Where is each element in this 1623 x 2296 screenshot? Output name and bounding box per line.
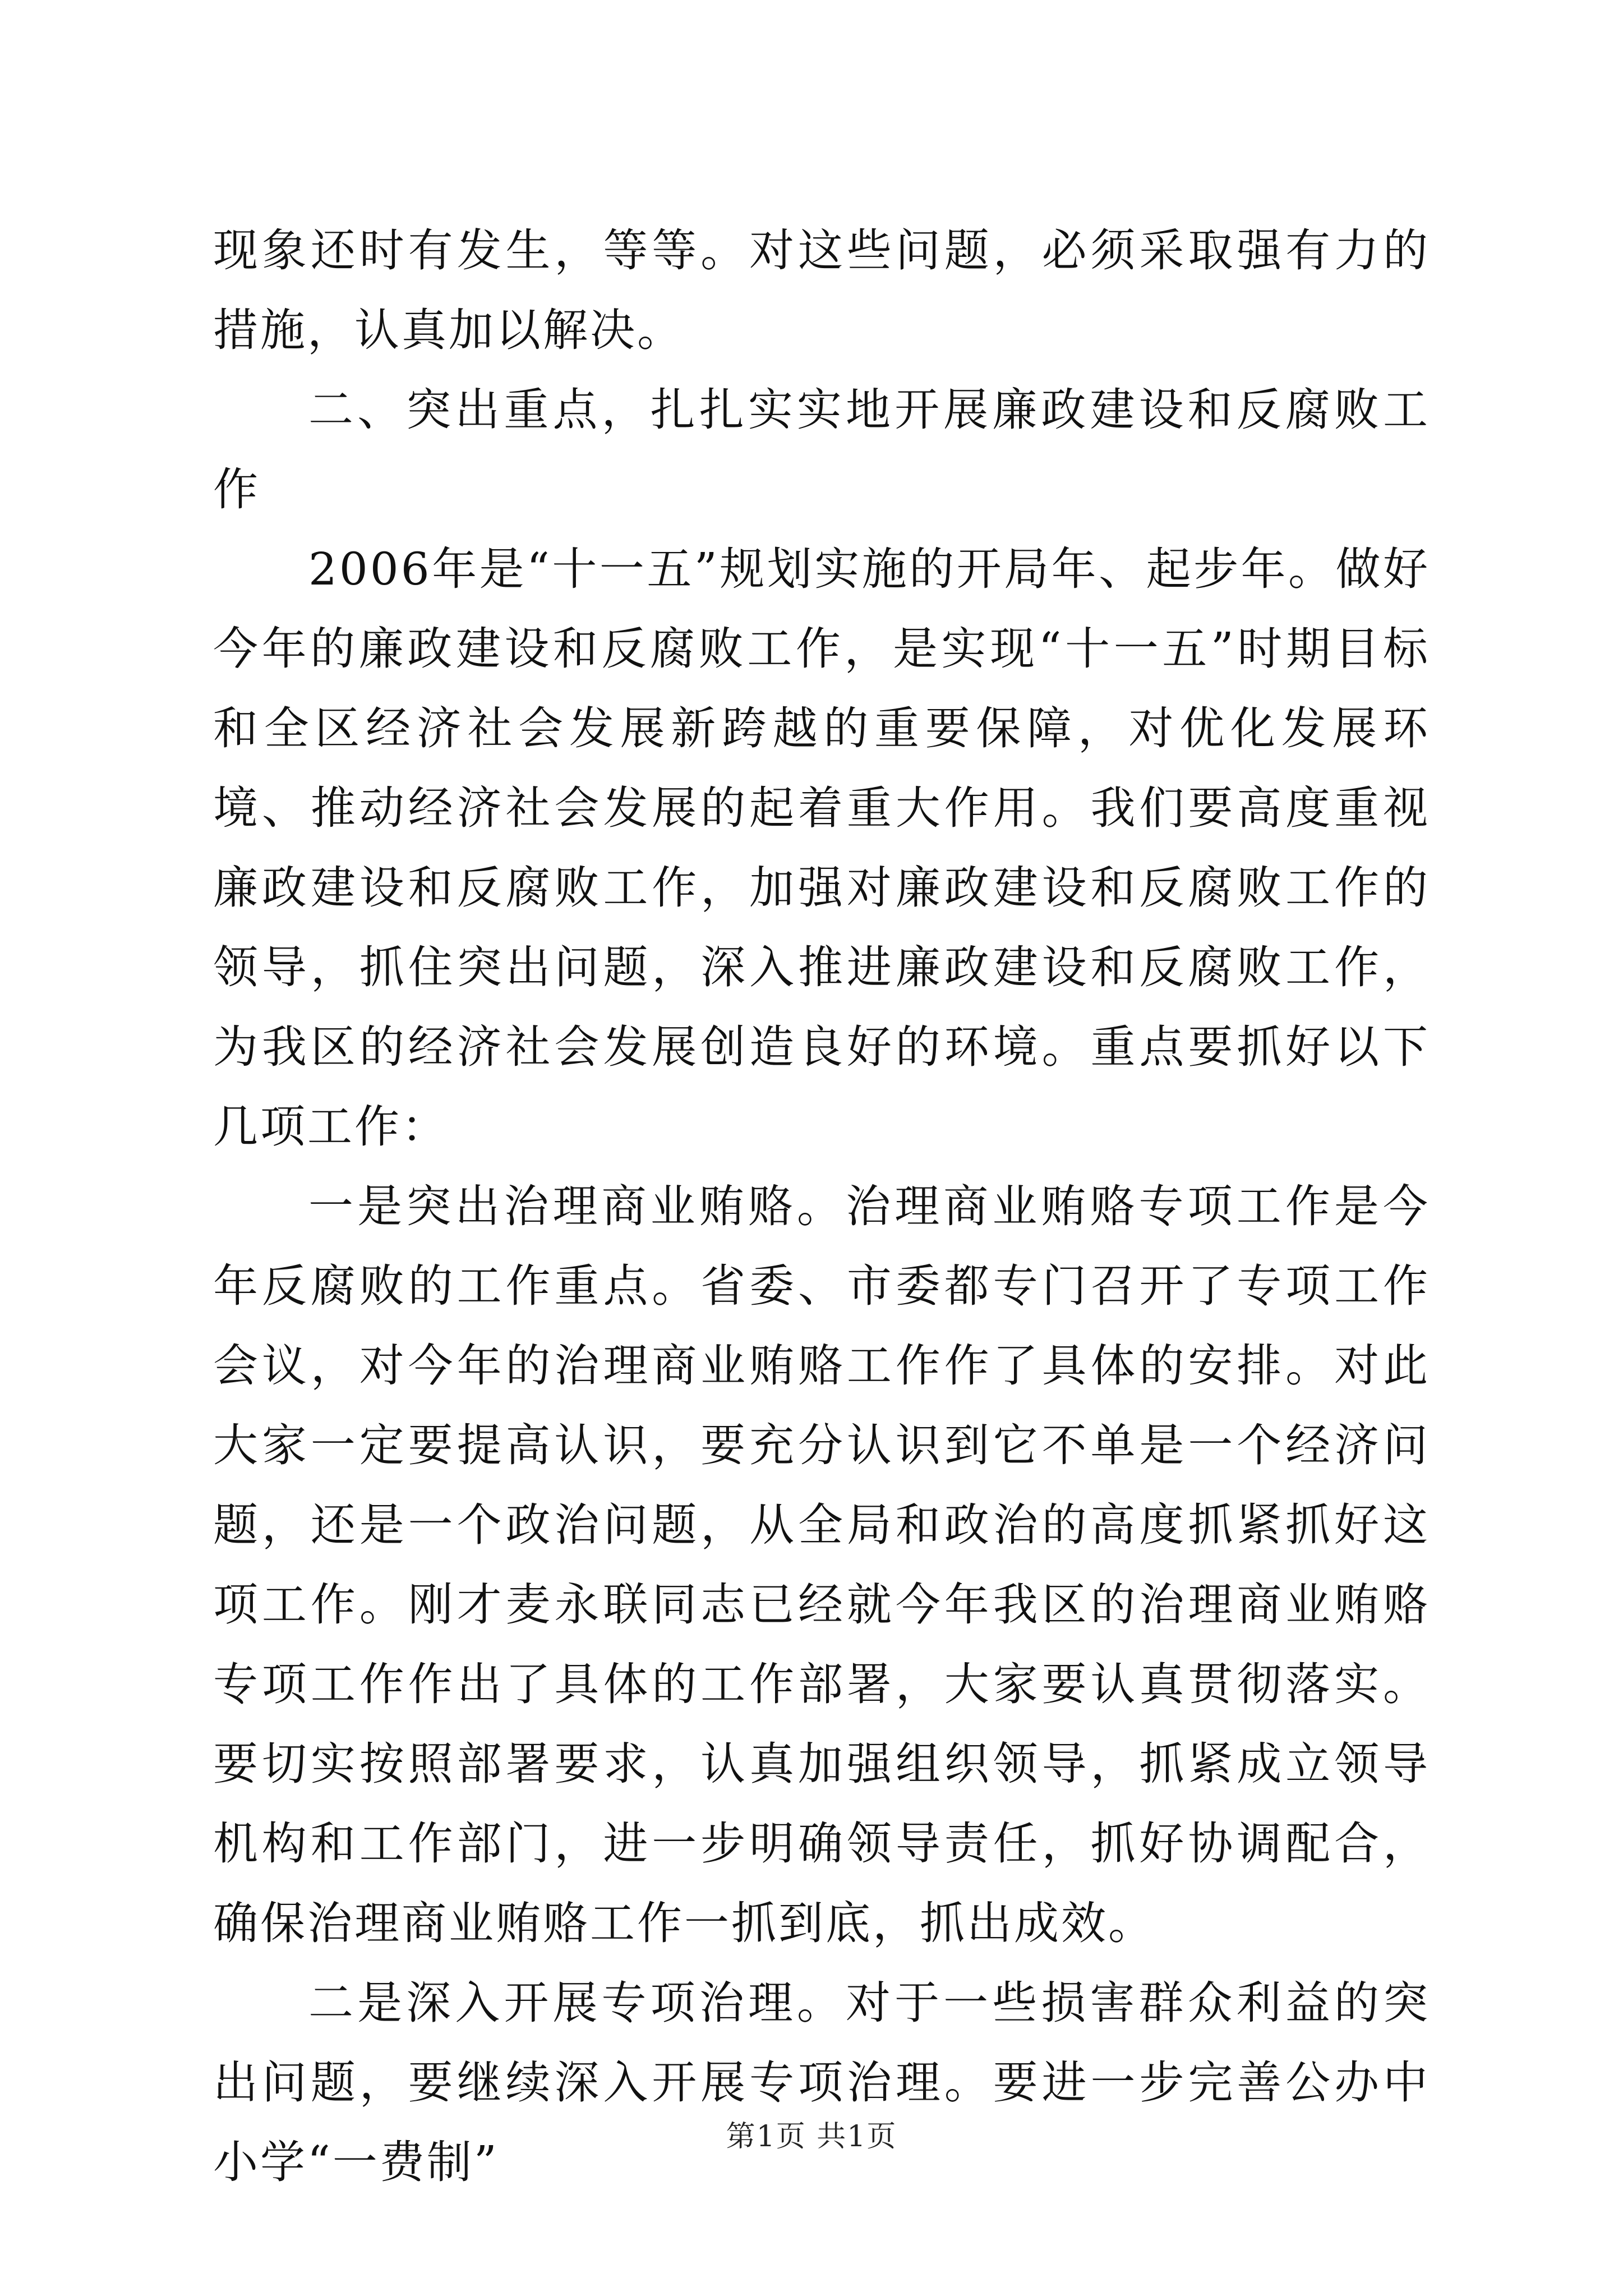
paragraph-item-two: 二是深入开展专项治理。对于一些损害群众利益的突出问题，要继续深入开展专项治理。要进一步完善公办中小学“一费制” [213, 1977, 1430, 2188]
page-footer: 第1页 共1页 [726, 2120, 897, 2154]
paragraph-intro: 2006年是“十一五”规划实施的开局年、起步年。做好今年的廉政建设和反腐败工作，是实现“十一五”时期目标和全区经济社会发展新跨越的重要保障，对优化发展环境、推动经济社会发展的起着重大作用。我们要高度重视廉政建设和反腐败工作，加强对廉政建设和反腐败工作的领导，抓住突出问题，深入推进廉政建设和反腐败工作，为我区的经济社会发展创造良好的环境。重点要抓好以下几项工作： [213, 543, 1430, 1153]
document-body [213, 211, 1430, 2202]
paragraph-item-one: 一是突出治理商业贿赂。治理商业贿赂专项工作是今年反腐败的工作重点。省委、市委都专门召开了专项工作会议，对今年的治理商业贿赂工作作了具体的安排。对此大家一定要提高认识，要充分认识到它不单是一个经济问题，还是一个政治问题，从全局和政治的高度抓紧抓好这项工作。刚才麦永联同志已经就今年我区的治理商业贿赂专项工作作出了具体的工作部署，大家要认真贯彻落实。要切实按照部署要求，认真加强组织领导，抓紧成立领导机构和工作部门，进一步明确领导责任，抓好协调配合，确保治理商业贿赂工作一抓到底，抓出成效。 [213, 1180, 1430, 1949]
paragraph-continuation: 现象还时有发生，等等。对这些问题，必须采取强有力的措施，认真加以解决。 [213, 224, 1430, 356]
section-heading: 二、突出重点，扎扎实实地开展廉政建设和反腐败工作 [213, 384, 1430, 516]
